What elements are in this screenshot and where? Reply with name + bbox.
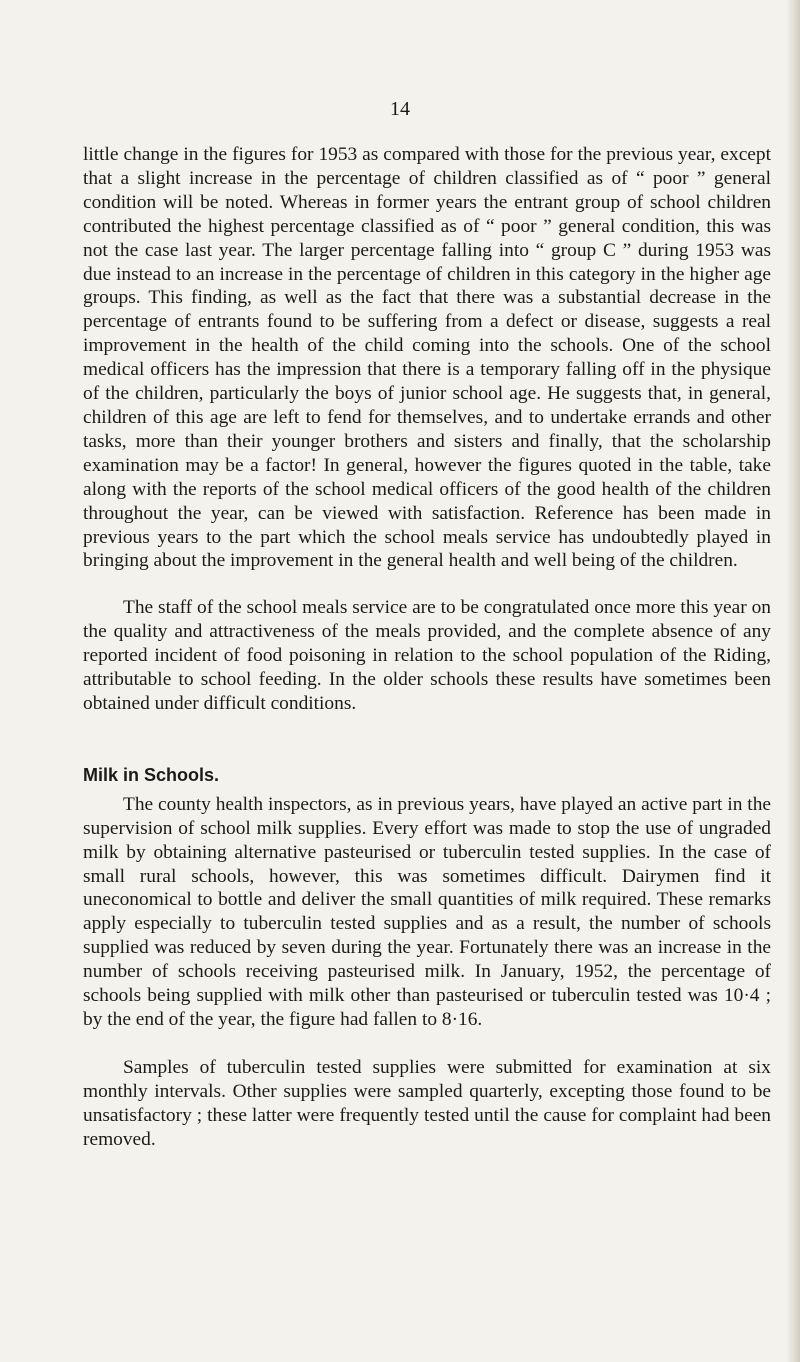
page-number: 14 [390, 98, 410, 120]
section-heading: Milk in Schools. [83, 764, 220, 785]
paragraph-milk-supervision: The county health inspectors, as in previous years, have played an active part in the supervision of school milk supplies. Every effort was made to stop the use of ungraded milk by obtaining alternative pasteurised or tuberculin tested supplies. In the case of small rural schools, however, this was sometimes difficult. Dairymen find it uneconomical to bottle and deliver the small quantities of milk required. These remarks apply especially to tuberculin tested supplies and as a result, the number of schools supplied was reduced by seven during the year. Fortunately there was an increase in the number of schools receiving pasteurised milk. In January, 1952, the percentage of schools being supplied with milk other than pasteurised or tuberculin tested was 10·4 ; by the end of the year, the figure had fallen to 8·16. [83, 793, 771, 1030]
document-body [83, 143, 771, 1152]
paragraph-general-condition: little change in the figures for 1953 as compared with those for the previous year, except that a slight increase in the percentage of children classified as of “ poor ” general condition will be noted. Whereas in former years the entrant group of school children contributed the highest percentage classified as of “ poor ” general condition, this was not the case last year. The larger percentage falling into “ group C ” during 1953 was due instead to an increase in the percentage of children in this category in the higher age groups. This finding, as well as the fact that there was a substantial decrease in the percentage of entrants found to be suffering from a defect or disease, suggests a real improvement in the health of the child coming into the schools. One of the school medical officers has the impression that there is a temporary falling off in the physique of the children, particularly the boys of junior school age. He suggests that, in general, children of this age are left to fend for themselves, and to undertake errands and other tasks, more than their younger brothers and sisters and finally, that the scholarship examination may be a factor! In general, however the figures quoted in the table, take along with the reports of the school medical officers of the good health of the children throughout the year, can be viewed with satisfaction. Reference has been made in previous years to the part which the school meals service has undoubtedly played in bringing about the improvement in the general health and well being of the children. [83, 144, 771, 572]
paragraph-milk-sampling: Samples of tuberculin tested supplies were submitted for examination at six monthly intervals. Other supplies were sampled quarterly, excepting those found to be unsatisfactory ; these latter were frequently tested until the cause for complaint had been removed. [83, 1056, 771, 1150]
paragraph-school-meals: The staff of the school meals service are to be congratulated once more this year on the quality and attractiveness of the meals provided, and the complete absence of any reported incident of food poisoning in relation to the school population of the Riding, attributable to school feeding. In the older schools these results have sometimes been obtained under difficult conditions. [83, 597, 771, 714]
page-edge-shadow [786, 0, 800, 1362]
